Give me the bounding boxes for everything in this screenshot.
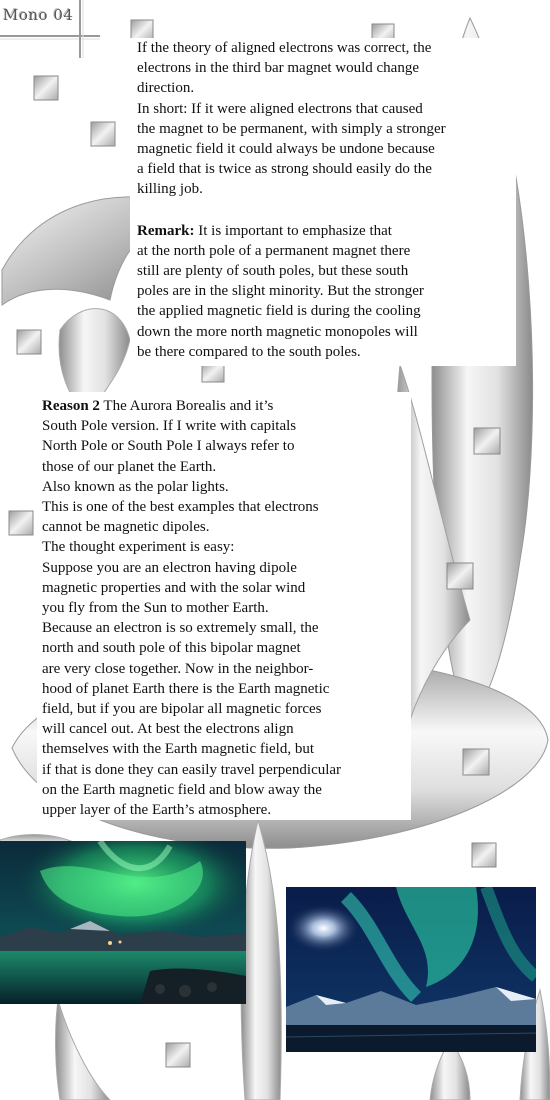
text-line: Also known as the polar lights. [42, 478, 229, 495]
text-line: killing job. [137, 181, 203, 198]
text-line: magnetic field it could always be undone because [137, 141, 435, 158]
text-line: Suppose you are an electron having dipole [42, 559, 297, 576]
text-line: will cancel out. At best the electrons align [42, 721, 294, 738]
text-line: down the more north magnetic monopoles will [137, 323, 418, 340]
text-line: you fly from the Sun to mother Earth. [42, 600, 269, 617]
text-line: hood of planet Earth there is the Earth magnetic [42, 680, 330, 697]
text-line: at the north pole of a permanent magnet there [137, 242, 411, 259]
reason-first-line [42, 396, 411, 416]
reason-text: The Aurora Borealis and it’s [103, 398, 274, 414]
text-line: upper layer of the Earth’s atmosphere. [42, 802, 272, 819]
text-line: the magnet to be permanent, with simply a stronger [137, 120, 446, 137]
text-line: cannot be magnetic dipoles. [42, 519, 210, 536]
text-line: South Pole version. If I write with capitals [42, 418, 297, 435]
text-line: be there compared to the south poles. [137, 343, 361, 360]
text-line: are very close together. Now in the neighbor- [42, 660, 314, 677]
remark-label: Remark: [137, 222, 195, 239]
aurora-over-mountains-photo [286, 887, 536, 1052]
text-line: Because an electron is so extremely small, the [42, 620, 319, 637]
text-line: still are plenty of south poles, but these south [137, 263, 409, 280]
text-line: If the theory of aligned electrons was correct, the [137, 40, 432, 56]
text-line: The thought experiment is easy: [42, 539, 235, 556]
text-line: a field that is twice as strong should easily do the [137, 161, 432, 178]
reason-heading: Reason 2 [42, 398, 100, 414]
text-block-reason-2 [37, 392, 411, 820]
text-line: those of our planet the Earth. [42, 458, 217, 475]
text-line: north and south pole of this bipolar magnet [42, 640, 301, 657]
text-line: This is one of the best examples that electrons [42, 499, 319, 516]
remark-text: It is important to emphasize that [198, 222, 392, 239]
text-line: In short: If it were aligned electrons that caused [137, 100, 423, 117]
text-line: poles are in the slight minority. But the stronger [137, 283, 424, 300]
remark-first-line [137, 221, 516, 241]
text-line: North Pole or South Pole I always refer to [42, 438, 295, 455]
text-line: magnetic properties and with the solar wind [42, 579, 306, 596]
text-line: if that is done they can easily travel perpendicular [42, 761, 342, 778]
page-title: Mono 04 [3, 6, 74, 24]
text-line: direction. [137, 80, 195, 97]
text-line: themselves with the Earth magnetic field, but [42, 741, 315, 758]
aurora-over-lake-photo [0, 841, 246, 1004]
text-line: the applied magnetic field is during the cooling [137, 303, 421, 320]
text-line: field, but if you are bipolar all magnetic forces [42, 701, 322, 718]
text-line: on the Earth magnetic field and blow away the [42, 781, 322, 798]
text-block-remark [130, 38, 516, 366]
text-line: electrons in the third bar magnet would change [137, 60, 419, 77]
